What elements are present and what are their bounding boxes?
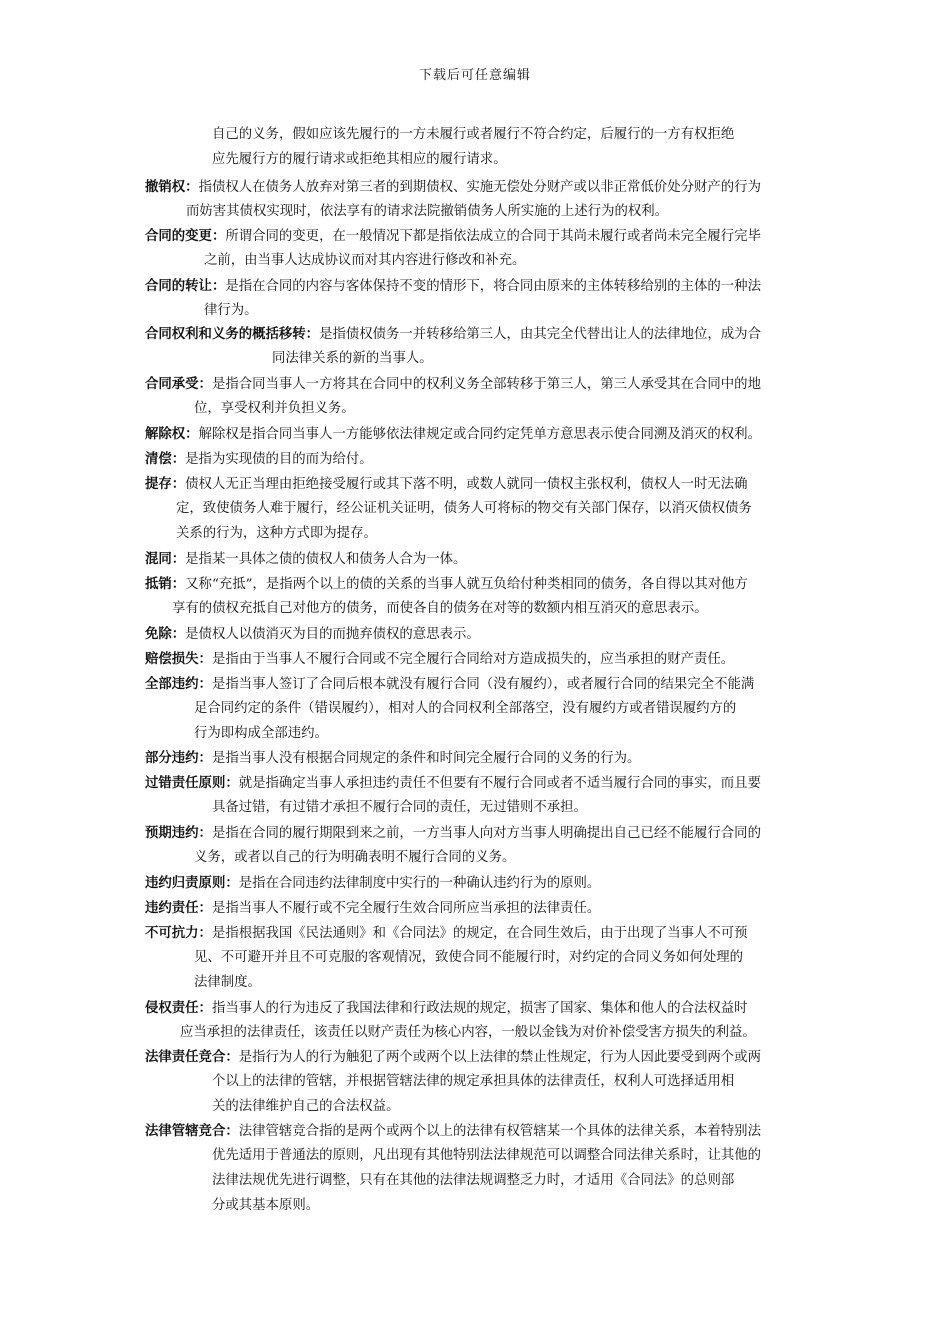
entry-definition: 是指合同当事人一方将其在合同中的权利义务全部转移于第三人，第三人承受其在合同中的地 xyxy=(211,377,761,392)
entry-definition: 又称“充抵”，是指两个以上的债的关系的当事人就互负给付种类相同的债务，各自得以其对他方 xyxy=(185,577,748,592)
entry-definition: 指债权人在债务人放弃对第三者的到期债权、实施无偿处分财产或以非正常低价处分财产的行为 xyxy=(198,180,761,195)
glossary-entry xyxy=(145,997,748,1019)
glossary-entry xyxy=(145,573,748,595)
entry-continuation: 位，享受权利并负担义务。 xyxy=(194,401,355,416)
entry-term: 合同的变更： xyxy=(145,228,226,244)
entry-continuation: 律行为。 xyxy=(204,303,258,318)
glossary-entry xyxy=(145,772,761,794)
glossary-entry xyxy=(145,648,734,670)
glossary-entry xyxy=(145,897,600,919)
glossary-entry xyxy=(145,872,600,894)
entry-term: 解除权： xyxy=(145,426,199,442)
entry-continuation: 法律法规优先进行调整，只有在其他的法律法规调整乏力时，才适用《合同法》的总则部 xyxy=(212,1173,735,1188)
entry-definition: 是指当事人不履行或不完全履行生效合同所应当承担的法律责任。 xyxy=(211,901,601,916)
entry-definition: 是指在合同违约法律制度中实行的一种确认违约行为的原则。 xyxy=(238,876,601,891)
entry-term: 免除： xyxy=(145,626,186,642)
glossary-entry xyxy=(145,1046,761,1068)
entry-continuation: 而妨害其债权实现时，依法享有的请求法院撤销债务人所实施的上述行为的权利。 xyxy=(186,204,669,219)
entry-definition: 债权人无正当理由拒绝接受履行或其下落不明，或数人就同一债权主张权利，债权人一时无法确 xyxy=(185,477,748,492)
intro-line: 应先履行方的履行请求或拒绝其相应的履行请求。 xyxy=(212,152,507,167)
entry-definition: 是指为实现债的目的而为给付。 xyxy=(185,452,373,467)
page-header: 下载后可任意编辑 xyxy=(418,68,531,83)
entry-continuation: 义务，或者以自己的行为明确表明不履行合同的义务。 xyxy=(194,850,516,865)
entry-continuation: 足合同约定的条件（错误履约），相对人的合同权利全部落空，没有履约方或者错误履约方的 xyxy=(194,701,737,716)
entry-definition: 所谓合同的变更，在一般情况下都是指依法成立的合同于其尚未履行或者尚未完全履行完毕 xyxy=(225,229,761,244)
entry-term: 不可抗力： xyxy=(145,925,212,941)
entry-definition: 是指在合同的履行期限到来之前，一方当事人向对方当事人明确提出自己已经不能履行合同的 xyxy=(211,826,761,841)
entry-continuation: 行为即构成全部违约。 xyxy=(194,726,328,741)
glossary-entry xyxy=(145,373,761,395)
entry-term: 提存： xyxy=(145,476,186,492)
entry-continuation: 关的法律维护自己的合法权益。 xyxy=(212,1099,400,1114)
entry-term: 全部违约： xyxy=(145,676,212,692)
entry-term: 部分违约： xyxy=(145,750,212,766)
intro-line: 自己的义务，假如应该先履行的一方未履行或者履行不符合约定，后履行的一方有权拒绝 xyxy=(212,127,735,142)
entry-continuation: 定，致使债务人难于履行，经公证机关证明，债务人可将标的物交有关部门保存，以消灭债权债务 xyxy=(176,501,752,516)
glossary-entry xyxy=(145,275,761,297)
glossary-entry xyxy=(145,922,748,944)
entry-definition: 是指行为人的行为触犯了两个或两个以上法律的禁止性规定，行为人因此要受到两个或两 xyxy=(238,1050,761,1065)
entry-term: 预期违约： xyxy=(145,825,212,841)
entry-term: 混同： xyxy=(145,551,186,567)
entry-definition: 是指由于当事人不履行合同或不完全履行合同给对方造成损失的，应当承担的财产责任。 xyxy=(211,652,735,667)
entry-term: 合同的转让： xyxy=(145,278,226,294)
entry-term: 合同承受： xyxy=(145,376,212,392)
entry-definition: 指当事人的行为违反了我国法律和行政法规的规定，损害了国家、集体和他人的合法权益时 xyxy=(211,1001,748,1016)
entry-continuation: 优先适用于普通法的原则，凡出现有其他特别法法律规范可以调整合同法律关系时，让其他的 xyxy=(212,1148,762,1163)
entry-definition: 是指当事人没有根据合同规定的条件和时间完全履行合同的义务的行为。 xyxy=(211,751,641,766)
glossary-entry xyxy=(145,423,761,445)
glossary-entry xyxy=(145,623,480,645)
entry-definition: 解除权是指合同当事人一方能够依法律规定或合同约定凭单方意思表示使合同溯及消灭的权利。 xyxy=(198,427,761,442)
entry-continuation: 分或其基本原则。 xyxy=(212,1198,320,1213)
entry-continuation: 关系的行为，这种方式即为提存。 xyxy=(176,526,377,541)
entry-term: 抵销： xyxy=(145,576,186,592)
entry-term: 法律责任竞合： xyxy=(145,1049,239,1065)
entry-continuation: 应当承担的法律责任，该责任以财产责任为核心内容，一般以金钱为对价补偿受害方损失的利益。 xyxy=(180,1025,756,1040)
entry-continuation: 法律制度。 xyxy=(194,975,261,990)
glossary-entry xyxy=(145,473,748,495)
entry-continuation: 具备过错，有过错才承担不履行合同的责任，无过错则不承担。 xyxy=(212,800,587,815)
entry-definition: 就是指确定当事人承担违约责任不但要有不履行合同或者不适当履行合同的事实，而且要 xyxy=(238,776,761,791)
glossary-entry xyxy=(145,673,754,695)
entry-definition: 是指债权债务一并转移给第三人，由其完全代替出让人的法律地位，成为合 xyxy=(319,327,761,342)
entry-continuation: 个以上的法律的管辖，并根据管辖法律的规定承担具体的法律责任，权利人可选择适用相 xyxy=(212,1074,735,1089)
glossary-entry xyxy=(145,176,761,198)
glossary-entry xyxy=(145,822,761,844)
entry-term: 撤销权： xyxy=(145,179,199,195)
entry-term: 过错责任原则： xyxy=(145,775,239,791)
glossary-entry xyxy=(145,747,640,769)
entry-term: 违约归责原则： xyxy=(145,875,239,891)
entry-definition: 是指在合同的内容与客体保持不变的情形下，将合同由原来的主体转移给别的主体的一种法 xyxy=(225,279,761,294)
entry-term: 清偿： xyxy=(145,451,186,467)
glossary-entry xyxy=(145,548,466,570)
entry-term: 侵权责任： xyxy=(145,1000,212,1016)
entry-term: 违约责任： xyxy=(145,900,212,916)
glossary-entry xyxy=(145,448,373,470)
entry-definition: 是债权人以债消灭为目的而抛弃债权的意思表示。 xyxy=(185,627,480,642)
entry-continuation: 之前，由当事人达成协议而对其内容进行修改和补充。 xyxy=(204,253,526,268)
entry-definition: 法律管辖竞合指的是两个或两个以上的法律有权管辖某一个具体的法律关系，本着特别法 xyxy=(238,1124,761,1139)
entry-term: 赔偿损失： xyxy=(145,651,212,667)
entry-continuation: 同法律关系的新的当事人。 xyxy=(272,351,433,366)
entry-definition: 是指某一具体之债的债权人和债务人合为一体。 xyxy=(185,552,467,567)
entry-definition: 是指当事人签订了合同后根本就没有履行合同（没有履约），或者履行合同的结果完全不能满 xyxy=(211,677,755,692)
entry-definition: 是指根据我国《民法通则》和《合同法》的规定，在合同生效后，由于出现了当事人不可预 xyxy=(211,926,748,941)
glossary-entry xyxy=(145,323,761,345)
entry-term: 法律管辖竞合： xyxy=(145,1123,239,1139)
entry-continuation: 享有的债权充抵自己对他方的债务，而使各自的债务在对等的数额内相互消灭的意思表示。 xyxy=(172,601,708,616)
glossary-entry xyxy=(145,1120,761,1142)
entry-term: 合同权利和义务的概括移转： xyxy=(145,326,320,342)
entry-continuation: 见、不可避开并且不可克服的客观情况，致使合同不能履行时，对约定的合同义务如何处理的 xyxy=(194,950,744,965)
glossary-entry xyxy=(145,225,761,247)
